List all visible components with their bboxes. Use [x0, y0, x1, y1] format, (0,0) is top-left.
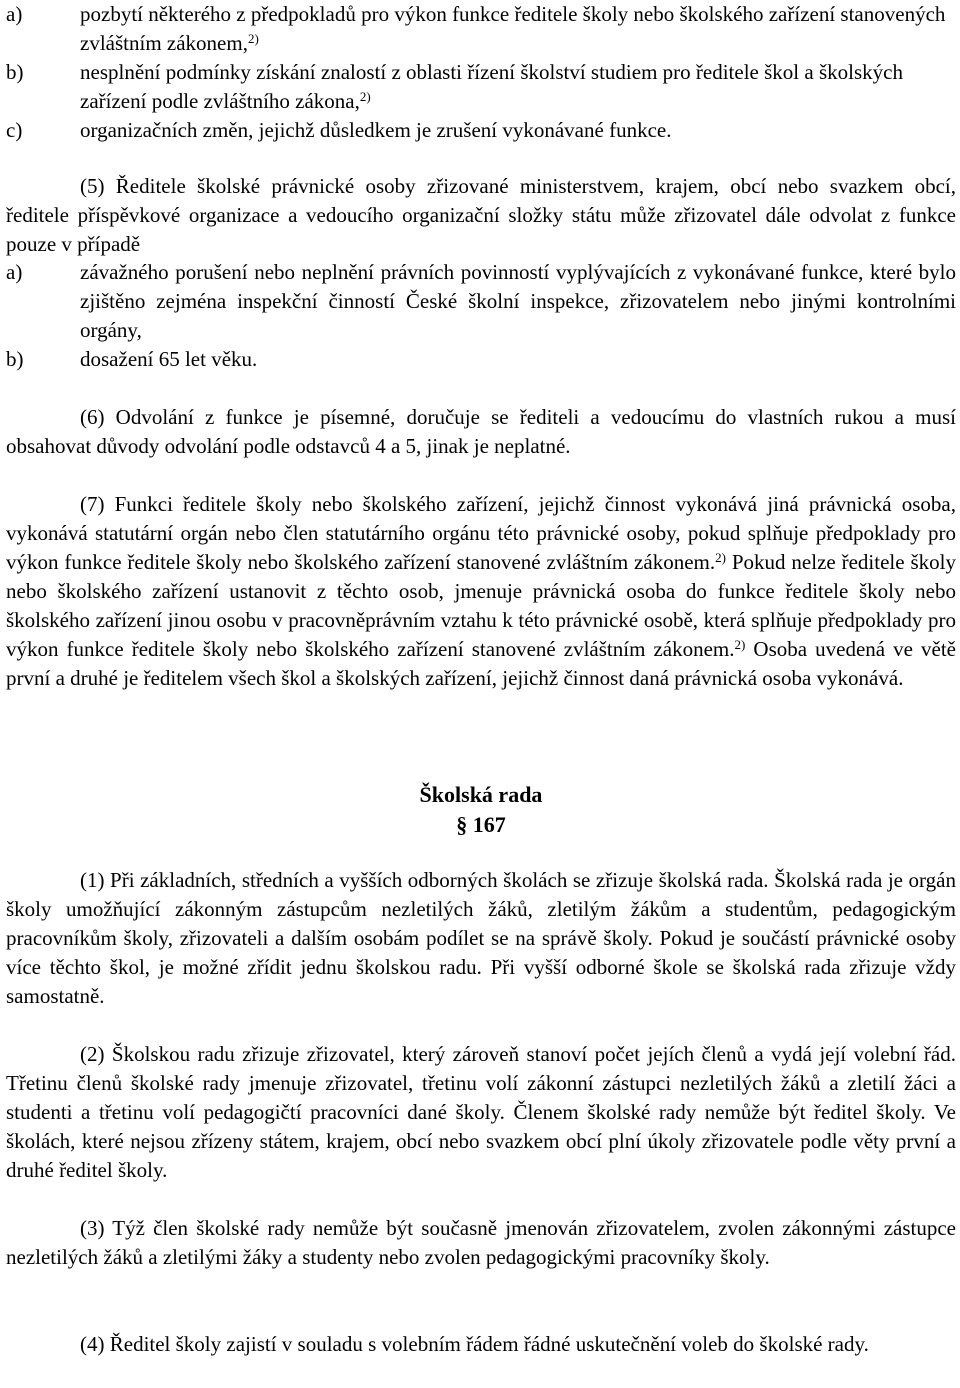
footnote-ref: 2): [734, 637, 746, 652]
section-heading: [6, 780, 956, 840]
list-item-text: organizačních změn, jejichž důsledkem je zrušení vykonávané funkce.: [80, 118, 672, 142]
paragraph-text: (1) Při základních, středních a vyšších odborných školách se zřizuje školská rada. Školská rada je orgán školy umožňující zákonným zástupcům nezletilých žáků, zletilým žákům a studentům, pedagogickým pracovníkům školy, zřizovateli a dalším osobám podílet se na správě školy. Pokud je součástí právnické osoby více těchto škol, je možné zřídit jednu školskou radu. Při vyšší odborné škole se školská rada zřizuje vždy samostatně.: [6, 868, 956, 1008]
rada-paragraph-4: [6, 1330, 956, 1359]
section-title: Školská rada: [419, 782, 543, 807]
list-item-c: [6, 116, 956, 145]
list-marker: b): [6, 60, 24, 84]
list-item-b: [6, 345, 956, 374]
list-item-text: nesplnění podmínky získání znalostí z oblasti řízení školství studiem pro ředitele škol a školských zařízení podle zvláštního zákona,: [80, 60, 903, 113]
paragraph-text: (5) Ředitele školské právnické osoby zřizované ministerstvem, krajem, obcí nebo svazkem obcí, ředitele příspěvkové organizace a vedoucího organizační složky státu může zřizovatel dále odvolat z funkce pouze v případě: [6, 174, 956, 256]
list-item-text: pozbytí některého z předpokladů pro výkon funkce ředitele školy nebo školského zařízení stanovených zvláštním zákonem,: [80, 2, 946, 55]
list-item-text: dosažení 65 let věku.: [80, 347, 258, 371]
footnote-ref: 2): [715, 550, 726, 565]
list-marker: a): [6, 2, 23, 26]
rada-paragraph-1: [6, 866, 956, 1011]
paragraph-5: [6, 172, 956, 259]
paragraph-text: (4) Ředitel školy zajistí v souladu s volebním řádem řádné uskutečnění voleb do školské rady.: [80, 1332, 869, 1356]
list-item-a: [6, 0, 956, 58]
paragraph-text: (3) Týž člen školské rady nemůže být současně jmenován zřizovatelem, zvolen zákonnými zástupce nezletilých žáků a zletilými žáky a studenty nebo zvolen pedagogickými pracovníky školy.: [6, 1216, 956, 1269]
list-marker: c): [6, 118, 23, 142]
paragraph-text-part2: Pokud nelze ředitele školy nebo školského zařízení ustanovit z těchto osob, jmenuje právnická osoba do funkce ředitele školy nebo školského zařízení jinou osobu v pracovněprávním vztahu k této právnické osobě, která splňuje předpoklady pro výkon funkce ředitele školy nebo školského zařízení stanovené zvláštním zákonem.: [6, 550, 956, 661]
paragraph-6: [6, 403, 956, 461]
section-number: § 167: [456, 812, 506, 837]
list-item-text: závažného porušení nebo neplnění právních povinností vyplývajících z vykonávané funkce, které bylo zjištěno zejména inspekční činností České školní inspekce, zřizovatelem nebo jinými kontrolními orgány,: [80, 260, 956, 342]
termination-reasons-list: [6, 0, 956, 145]
paragraph-text: (2) Školskou radu zřizuje zřizovatel, který zároveň stanoví počet jejích členů a vydá její volební řád. Třetinu členů školské rady jmenuje zřizovatel, třetinu volí zákonní zástupci nezletilých žáků a zletilí žáci a studenti a třetinu volí pedagogičtí pracovníci dané školy. Členem školské rady nemůže být ředitel školy. Ve školách, které nejsou zřízeny státem, krajem, obcí nebo svazkem obcí plní úkoly zřizovatele podle věty první a druhé ředitel školy.: [6, 1042, 956, 1182]
paragraph-text-part3: Osoba uvedená ve větě první a druhé je ředitelem všech škol a školských zařízení, jejichž činnost daná právnická osoba vykonává.: [6, 637, 956, 690]
paragraph-text: (6) Odvolání z funkce je písemné, doručuje se řediteli a vedoucímu do vlastních rukou a musí obsahovat důvody odvolání podle odstavců 4 a 5, jinak je neplatné.: [6, 405, 956, 458]
rada-paragraph-2: [6, 1040, 956, 1185]
paragraph-5-list: [6, 258, 956, 374]
list-marker: b): [6, 347, 24, 371]
paragraph-7: [6, 490, 956, 693]
footnote-ref: 2): [359, 89, 371, 104]
list-item-a: [6, 258, 956, 345]
paragraph-text-part1: (7) Funkci ředitele školy nebo školského zařízení, jejichž činnost vykonává jiná právnická osoba, vykonává statutární orgán nebo člen statutárního orgánu této právnické osoby, pokud splňuje předpoklady pro výkon funkce ředitele školy nebo školského zařízení stanovené zvláštním zákonem.: [6, 492, 956, 574]
footnote-ref: 2): [247, 31, 259, 46]
rada-paragraph-3: [6, 1214, 956, 1272]
list-marker: a): [6, 260, 23, 284]
list-item-b: [6, 58, 956, 116]
